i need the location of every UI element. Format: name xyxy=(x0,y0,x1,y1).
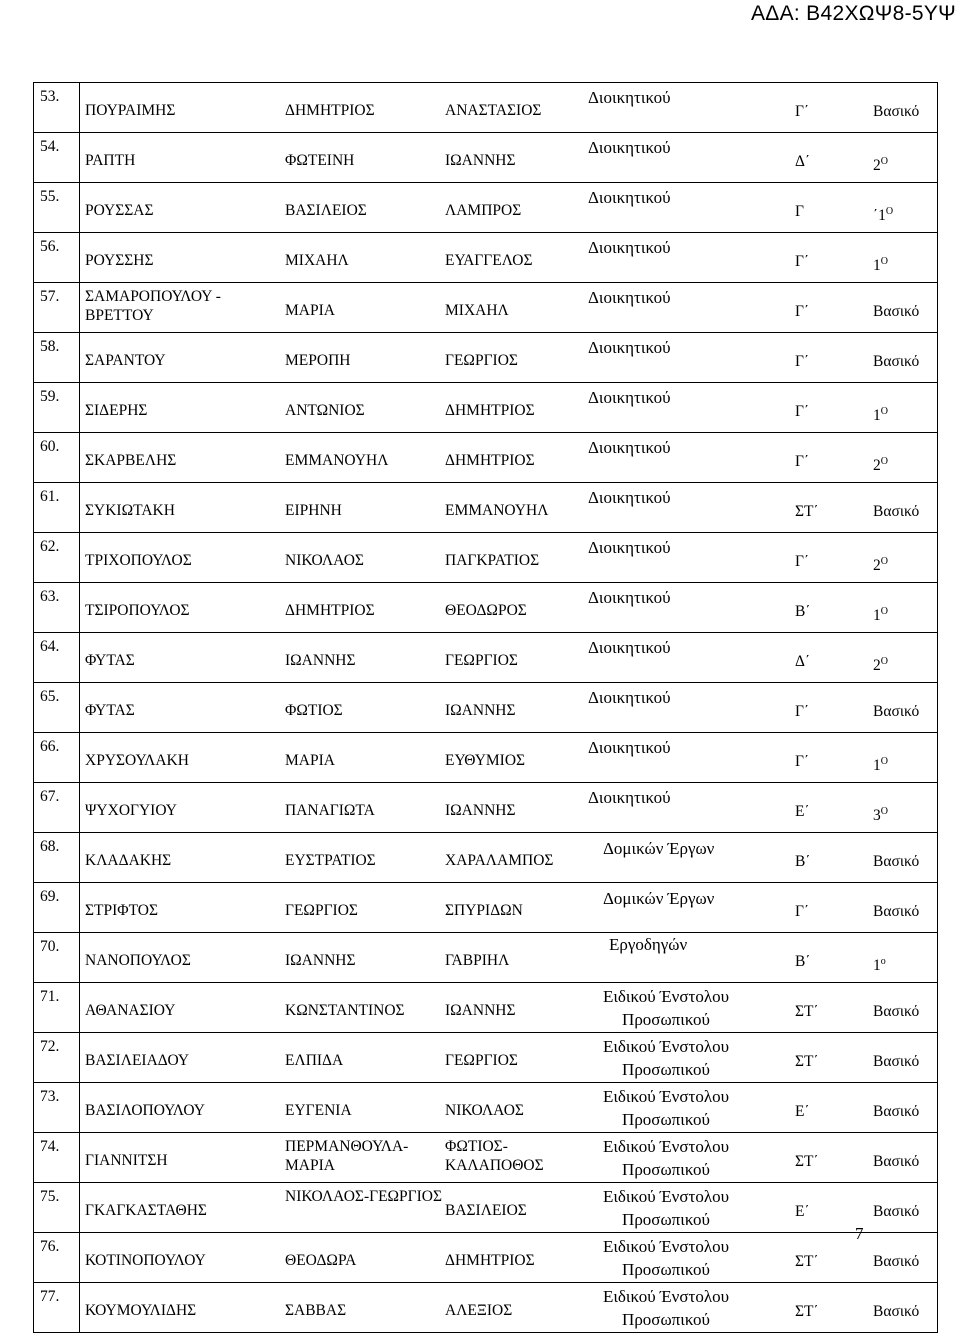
row-number: 73. xyxy=(34,1083,80,1133)
branch-cell: Ειδικού Ένστολου Προσωπικού xyxy=(602,1187,730,1229)
table-row xyxy=(34,933,938,983)
step-value: 1 xyxy=(873,257,881,274)
father-name-cell: ΣΠΥΡΙΔΩΝ xyxy=(445,902,523,919)
branch-cell: Διοικητικού xyxy=(588,538,671,557)
father-name-cell: ΕΥΑΓΓΕΛΟΣ xyxy=(445,252,533,269)
table-row xyxy=(34,533,938,583)
step-cell xyxy=(873,1252,919,1272)
first-name-cell: ΕΙΡΗΝΗ xyxy=(285,502,342,519)
first-name-cell: ΣΑΒΒΑΣ xyxy=(285,1302,347,1319)
step-ordinal-marker: Ο xyxy=(880,606,888,617)
surname-cell: ΡΟΥΣΣΗΣ xyxy=(85,252,154,269)
grade-cell: Γ΄ xyxy=(795,553,810,570)
step-value: 2 xyxy=(873,557,881,574)
first-name-cell: ΠΕΡΜΑΝΘΟΥΛΑ-ΜΑΡΙΑ xyxy=(285,1138,409,1174)
step-ordinal-marker: Ο xyxy=(880,406,888,417)
grade-cell: Γ΄ xyxy=(795,103,810,120)
row-details xyxy=(80,83,938,133)
grade-cell: Γ΄ xyxy=(795,903,810,920)
grade-cell: Γ΄ xyxy=(795,353,810,370)
surname-cell: ΑΘΑΝΑΣΙΟΥ xyxy=(85,1002,176,1019)
surname-cell: ΣΚΑΡΒΕΛΗΣ xyxy=(85,452,177,469)
branch-cell: Διοικητικού xyxy=(588,488,671,507)
father-name-cell: ΓΕΩΡΓΙΟΣ xyxy=(445,652,518,669)
first-name-cell: ΦΩΤΙΟΣ xyxy=(285,702,343,719)
father-name-cell: ΙΩΑΝΝΗΣ xyxy=(445,152,516,169)
row-details xyxy=(80,483,938,533)
step-cell xyxy=(873,452,888,476)
step-cell xyxy=(873,252,888,276)
father-name-cell: ΑΝΑΣΤΑΣΙΟΣ xyxy=(445,102,542,119)
first-name-cell: ΙΩΑΝΝΗΣ xyxy=(285,652,356,669)
branch-cell: Ειδικού Ένστολου Προσωπικού xyxy=(602,987,730,1029)
row-details xyxy=(80,233,938,283)
table-row xyxy=(34,1283,938,1333)
first-name-cell: ΔΗΜΗΤΡΙΟΣ xyxy=(285,102,375,119)
personnel-table-body xyxy=(34,83,938,1333)
step-ordinal-marker: Ο xyxy=(880,806,888,817)
surname-cell: ΝΑΝΟΠΟΥΛΟΣ xyxy=(85,952,191,969)
row-number: 56. xyxy=(34,233,80,283)
first-name-cell: ΔΗΜΗΤΡΙΟΣ xyxy=(285,602,375,619)
surname-cell: ΚΛΑΔΑΚΗΣ xyxy=(85,852,172,869)
surname-cell: ΡΑΠΤΗ xyxy=(85,152,136,169)
table-row xyxy=(34,283,938,333)
step-ordinal-marker: Ο xyxy=(880,656,888,667)
table-row xyxy=(34,983,938,1033)
branch-cell: Διοικητικού xyxy=(588,288,671,307)
step-value: Βασικό xyxy=(873,353,920,370)
step-ordinal-marker: Ο xyxy=(885,206,894,217)
row-details xyxy=(80,183,938,233)
first-name-cell: ΜΑΡΙΑ xyxy=(285,752,335,769)
step-value: Βασικό xyxy=(873,303,920,320)
grade-cell: Δ΄ xyxy=(795,653,811,670)
step-cell xyxy=(873,1002,919,1022)
branch-cell: Δομικών Έργων xyxy=(603,839,715,858)
row-number: 67. xyxy=(34,783,80,833)
father-name-cell: ΔΗΜΗΤΡΙΟΣ xyxy=(445,452,535,469)
father-name-cell: ΦΩΤΙΟΣ-ΚΑΛΑΠΟΘΟΣ xyxy=(445,1138,544,1174)
branch-cell: Διοικητικού xyxy=(588,88,671,107)
step-value: Βασικό xyxy=(873,703,920,720)
surname-cell: ΣΑΡΑΝΤΟΥ xyxy=(85,352,166,369)
row-number: 65. xyxy=(34,683,80,733)
step-value: Βασικό xyxy=(873,103,920,120)
first-name-cell: ΜΕΡΟΠΗ xyxy=(285,352,351,369)
row-number: 71. xyxy=(34,983,80,1033)
row-number: 54. xyxy=(34,133,80,183)
row-details xyxy=(80,1083,938,1133)
row-number: 57. xyxy=(34,283,80,333)
step-value: ΄1 xyxy=(873,207,886,224)
first-name-cell: ΜΑΡΙΑ xyxy=(285,302,335,319)
row-details xyxy=(80,983,938,1033)
father-name-cell: ΕΥΘΥΜΙΟΣ xyxy=(445,752,526,769)
father-name-cell: ΧΑΡΑΛΑΜΠΟΣ xyxy=(445,852,554,869)
first-name-cell: ΘΕΟΔΩΡΑ xyxy=(285,1252,357,1269)
branch-cell: Εργοδηγών xyxy=(609,935,688,954)
row-details xyxy=(80,433,938,483)
father-name-cell: ΒΑΣΙΛΕΙΟΣ xyxy=(445,1202,527,1219)
father-name-cell: ΓΕΩΡΓΙΟΣ xyxy=(445,1052,518,1069)
row-number: 70. xyxy=(34,933,80,983)
surname-cell: ΠΟΥΡΑΙΜΗΣ xyxy=(85,102,176,119)
grade-cell: ΣΤ΄ xyxy=(795,1253,819,1270)
surname-cell: ΚΟΤΙΝΟΠΟΥΛΟΥ xyxy=(85,1252,206,1269)
father-name-cell: ΙΩΑΝΝΗΣ xyxy=(445,1002,516,1019)
grade-cell: Γ΄ xyxy=(795,753,810,770)
branch-cell: Ειδικού Ένστολου Προσωπικού xyxy=(602,1037,730,1079)
first-name-cell: ΕΛΠΙΔΑ xyxy=(285,1052,344,1069)
grade-cell: Ε΄ xyxy=(795,803,810,820)
step-value: Βασικό xyxy=(873,1153,920,1170)
step-cell xyxy=(873,352,919,372)
row-number: 76. xyxy=(34,1233,80,1283)
branch-cell: Διοικητικού xyxy=(588,188,671,207)
surname-cell: ΣΑΜΑΡΟΠΟΥΛΟΥ - ΒΡΕΤΤΟΥ xyxy=(85,288,221,324)
surname-cell: ΣΙΔΕΡΗΣ xyxy=(85,402,148,419)
table-row xyxy=(34,1233,938,1283)
step-value: Βασικό xyxy=(873,853,920,870)
step-cell xyxy=(873,302,919,322)
father-name-cell: ΔΗΜΗΤΡΙΟΣ xyxy=(445,402,535,419)
surname-cell: ΣΥΚΙΩΤΑΚΗ xyxy=(85,502,175,519)
row-details xyxy=(80,783,938,833)
first-name-cell: ΙΩΑΝΝΗΣ xyxy=(285,952,356,969)
table-row xyxy=(34,633,938,683)
page-number: 7 xyxy=(855,1224,864,1243)
branch-cell: Διοικητικού xyxy=(588,738,671,757)
surname-cell: ΒΑΣΙΛΕΙΑΔΟΥ xyxy=(85,1052,190,1069)
row-number: 61. xyxy=(34,483,80,533)
step-cell xyxy=(873,152,888,176)
step-value: 2 xyxy=(873,457,881,474)
grade-cell: ΣΤ΄ xyxy=(795,503,819,520)
first-name-cell: ΝΙΚΟΛΑΟΣ-ΓΕΩΡΓΙΟΣ xyxy=(285,1188,443,1205)
step-value: 1 xyxy=(873,757,881,774)
row-number: 69. xyxy=(34,883,80,933)
surname-cell: ΦΥΤΑΣ xyxy=(85,652,135,669)
step-value: Βασικό xyxy=(873,1203,920,1220)
first-name-cell: ΜΙΧΑΗΛ xyxy=(285,252,349,269)
step-value: Βασικό xyxy=(873,1003,920,1020)
father-name-cell: ΙΩΑΝΝΗΣ xyxy=(445,802,516,819)
row-details xyxy=(80,833,938,883)
surname-cell: ΣΤΡΙΦΤΟΣ xyxy=(85,902,159,919)
row-details xyxy=(80,683,938,733)
branch-cell: Διοικητικού xyxy=(588,788,671,807)
row-details xyxy=(80,383,938,433)
step-cell xyxy=(873,602,888,626)
step-cell xyxy=(873,1202,919,1222)
branch-cell: Διοικητικού xyxy=(588,138,671,157)
branch-cell: Διοικητικού xyxy=(588,238,671,257)
father-name-cell: ΓΑΒΡΙΗΛ xyxy=(445,952,510,969)
row-number: 53. xyxy=(34,83,80,133)
branch-cell: Διοικητικού xyxy=(588,438,671,457)
table-row xyxy=(34,733,938,783)
grade-cell: ΣΤ΄ xyxy=(795,1303,819,1320)
row-details xyxy=(80,883,938,933)
table-row xyxy=(34,183,938,233)
row-number: 75. xyxy=(34,1183,80,1233)
row-number: 58. xyxy=(34,333,80,383)
first-name-cell: ΒΑΣΙΛΕΙΟΣ xyxy=(285,202,367,219)
table-row xyxy=(34,433,938,483)
row-details xyxy=(80,1183,938,1233)
branch-cell: Διοικητικού xyxy=(588,388,671,407)
grade-cell: Γ΄ xyxy=(795,253,810,270)
grade-cell: Ε΄ xyxy=(795,1103,810,1120)
grade-cell: Δ΄ xyxy=(795,153,811,170)
row-details xyxy=(80,283,938,333)
personnel-table xyxy=(33,82,938,1333)
step-value: 2 xyxy=(873,157,881,174)
row-number: 66. xyxy=(34,733,80,783)
step-ordinal-marker: Ο xyxy=(880,456,888,467)
step-cell xyxy=(873,902,919,922)
step-cell xyxy=(873,1102,919,1122)
step-value: Βασικό xyxy=(873,903,920,920)
table-row xyxy=(34,383,938,433)
grade-cell: Β΄ xyxy=(795,603,811,620)
table-row xyxy=(34,233,938,283)
first-name-cell: ΑΝΤΩΝΙΟΣ xyxy=(285,402,365,419)
row-details xyxy=(80,1283,938,1333)
surname-cell: ΧΡΥΣΟΥΛΑΚΗ xyxy=(85,752,189,769)
grade-cell: ΣΤ΄ xyxy=(795,1153,819,1170)
father-name-cell: ΔΗΜΗΤΡΙΟΣ xyxy=(445,1252,535,1269)
first-name-cell: ΕΥΣΤΡΑΤΙΟΣ xyxy=(285,852,376,869)
row-number: 63. xyxy=(34,583,80,633)
step-cell xyxy=(873,1302,919,1322)
step-cell xyxy=(873,1052,919,1072)
surname-cell: ΤΣΙΡΟΠΟΥΛΟΣ xyxy=(85,602,190,619)
row-details xyxy=(80,133,938,183)
table-row xyxy=(34,783,938,833)
row-details xyxy=(80,583,938,633)
row-number: 55. xyxy=(34,183,80,233)
surname-cell: ΓΚΑΓΚΑΣΤΑΘΗΣ xyxy=(85,1202,207,1219)
step-value: Βασικό xyxy=(873,1253,920,1270)
surname-cell: ΓΙΑΝΝΙΤΣΗ xyxy=(85,1152,168,1169)
row-details xyxy=(80,1233,938,1283)
father-name-cell: ΠΑΓΚΡΑΤΙΟΣ xyxy=(445,552,540,569)
step-cell xyxy=(873,652,888,676)
father-name-cell: ΘΕΟΔΩΡΟΣ xyxy=(445,602,527,619)
grade-cell: ΣΤ΄ xyxy=(795,1053,819,1070)
table-row xyxy=(34,833,938,883)
father-name-cell: ΝΙΚΟΛΑΟΣ xyxy=(445,1102,524,1119)
row-number: 72. xyxy=(34,1033,80,1083)
father-name-cell: ΜΙΧΑΗΛ xyxy=(445,302,509,319)
branch-cell: Ειδικού Ένστολου Προσωπικού xyxy=(602,1287,730,1329)
table-row xyxy=(34,883,938,933)
grade-cell: Γ΄ xyxy=(795,453,810,470)
step-value: Βασικό xyxy=(873,503,920,520)
row-details xyxy=(80,533,938,583)
table-row xyxy=(34,1183,938,1233)
row-details xyxy=(80,333,938,383)
row-number: 62. xyxy=(34,533,80,583)
branch-cell: Ειδικού Ένστολου Προσωπικού xyxy=(602,1087,730,1129)
step-ordinal-marker: Ο xyxy=(880,756,888,767)
row-number: 74. xyxy=(34,1133,80,1183)
step-ordinal-marker: Ο xyxy=(880,156,888,167)
step-value: 1 xyxy=(873,957,881,974)
step-cell xyxy=(873,702,919,722)
step-cell xyxy=(873,802,888,826)
grade-cell: Β΄ xyxy=(795,953,811,970)
step-cell xyxy=(873,202,893,226)
step-cell xyxy=(873,552,888,576)
first-name-cell: ΝΙΚΟΛΑΟΣ xyxy=(285,552,364,569)
step-value: 3 xyxy=(873,807,881,824)
row-details xyxy=(80,933,938,983)
row-details xyxy=(80,633,938,683)
surname-cell: ΚΟΥΜΟΥΛΙΔΗΣ xyxy=(85,1302,197,1319)
first-name-cell: ΚΩΝΣΤΑΝΤΙΝΟΣ xyxy=(285,1002,405,1019)
table-row xyxy=(34,1083,938,1133)
first-name-cell: ΠΑΝΑΓΙΩΤΑ xyxy=(285,802,375,819)
father-name-cell: ΕΜΜΑΝΟΥΗΛ xyxy=(445,502,549,519)
branch-cell: Διοικητικού xyxy=(588,338,671,357)
step-value: Βασικό xyxy=(873,1103,920,1120)
step-cell xyxy=(873,102,919,122)
step-cell xyxy=(873,402,888,426)
step-ordinal-marker: ο xyxy=(880,956,886,967)
grade-cell: Γ΄ xyxy=(795,703,810,720)
step-cell xyxy=(873,852,919,872)
grade-cell: Γ xyxy=(795,203,804,220)
surname-cell: ΨΥΧΟΓΥΙΟΥ xyxy=(85,802,177,819)
row-number: 77. xyxy=(34,1283,80,1333)
table-row xyxy=(34,133,938,183)
table-row xyxy=(34,583,938,633)
step-value: 2 xyxy=(873,657,881,674)
step-cell xyxy=(873,752,888,776)
surname-cell: ΒΑΣΙΛΟΠΟΥΛΟΥ xyxy=(85,1102,205,1119)
row-details xyxy=(80,1033,938,1083)
surname-cell: ΦΥΤΑΣ xyxy=(85,702,135,719)
father-name-cell: ΓΕΩΡΓΙΟΣ xyxy=(445,352,518,369)
table-row xyxy=(34,83,938,133)
table-row xyxy=(34,1133,938,1183)
first-name-cell: ΕΥΓΕΝΙΑ xyxy=(285,1102,352,1119)
row-number: 59. xyxy=(34,383,80,433)
step-ordinal-marker: Ο xyxy=(880,256,888,267)
row-number: 64. xyxy=(34,633,80,683)
branch-cell: Ειδικού Ένστολου Προσωπικού xyxy=(602,1237,730,1279)
step-value: Βασικό xyxy=(873,1303,920,1320)
branch-cell: Δομικών Έργων xyxy=(603,889,715,908)
first-name-cell: ΕΜΜΑΝΟΥΗΛ xyxy=(285,452,389,469)
branch-cell: Διοικητικού xyxy=(588,688,671,707)
father-name-cell: ΑΛΕΞΙΟΣ xyxy=(445,1302,513,1319)
grade-cell: Γ΄ xyxy=(795,303,810,320)
table-row xyxy=(34,683,938,733)
branch-cell: Διοικητικού xyxy=(588,638,671,657)
step-cell xyxy=(873,1152,919,1172)
step-value: 1 xyxy=(873,607,881,624)
surname-cell: ΡΟΥΣΣΑΣ xyxy=(85,202,154,219)
first-name-cell: ΓΕΩΡΓΙΟΣ xyxy=(285,902,358,919)
row-details xyxy=(80,1133,938,1183)
document-reference-code: ΑΔΑ: Β42ΧΩΨ8-5ΥΨ xyxy=(750,2,956,25)
row-number: 68. xyxy=(34,833,80,883)
step-value: 1 xyxy=(873,407,881,424)
row-number: 60. xyxy=(34,433,80,483)
branch-cell: Ειδικού Ένστολου Προσωπικού xyxy=(602,1137,730,1179)
step-cell xyxy=(873,952,886,976)
step-value: Βασικό xyxy=(873,1053,920,1070)
branch-cell: Διοικητικού xyxy=(588,588,671,607)
table-row xyxy=(34,1033,938,1083)
first-name-cell: ΦΩΤΕΙΝΗ xyxy=(285,152,355,169)
row-details xyxy=(80,733,938,783)
grade-cell: Β΄ xyxy=(795,853,811,870)
table-row xyxy=(34,483,938,533)
father-name-cell: ΙΩΑΝΝΗΣ xyxy=(445,702,516,719)
grade-cell: Ε΄ xyxy=(795,1203,810,1220)
surname-cell: ΤΡΙΧΟΠΟΥΛΟΣ xyxy=(85,552,192,569)
table-row xyxy=(34,333,938,383)
step-cell xyxy=(873,502,919,522)
father-name-cell: ΛΑΜΠΡΟΣ xyxy=(445,202,522,219)
grade-cell: Γ΄ xyxy=(795,403,810,420)
grade-cell: ΣΤ΄ xyxy=(795,1003,819,1020)
step-ordinal-marker: Ο xyxy=(880,556,888,567)
